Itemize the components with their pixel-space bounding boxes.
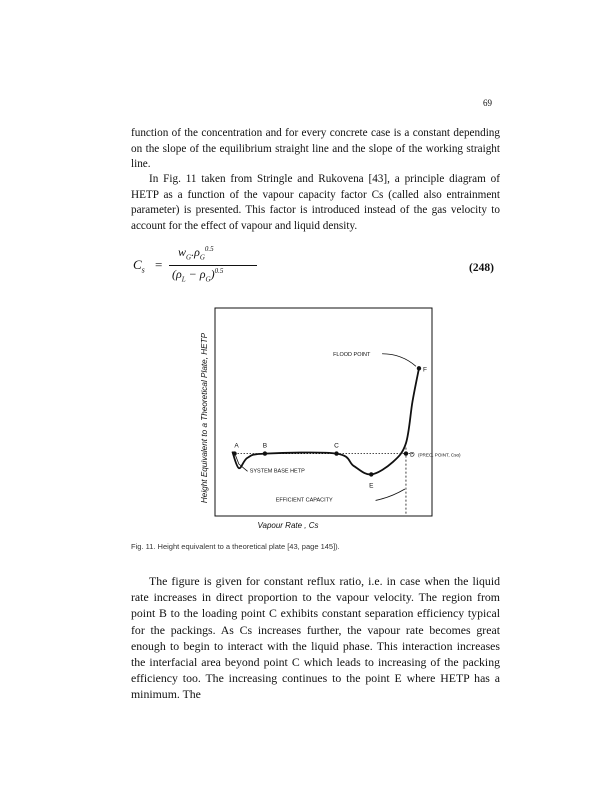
equation-lhs: $C_s$ — [133, 257, 145, 275]
equation-number: (248) — [469, 262, 494, 274]
flood-point-label: FLOOD POINT — [333, 351, 371, 358]
point-label-d: D — [409, 451, 415, 459]
paragraph-2: In Fig. 11 taken from Stringle and Rukovena [43], a principle diagram of HETP as a function of the vapour capacity factor Cs (called also entrainment parameter) is presented. This factor is introduced instead of the gas velocity to account for the effect of vapour and liquid density. — [131, 173, 500, 232]
page-number: 69 — [483, 98, 492, 108]
hetp-chart-svg — [195, 300, 461, 540]
point-c — [334, 451, 338, 455]
point-label-e: E — [369, 482, 374, 490]
fraction-bar — [169, 265, 257, 266]
equation-denominator: $(\rho_L - \rho_G)^{0.5}$ — [172, 267, 224, 284]
point-label-b: B — [262, 442, 268, 450]
paragraph-3: The figure is given for constant reflux ratio, i.e. in case when the liquid rate increases in direct proportion to the vapour velocity. The region from point B to the loading point C exhibits constant separation efficiency typical for the packings. As Cs increases further, the vapour rate becomes great enough to begin to interact with the liquid phase. This interaction increases the interfacial area beyond point C which leads to increasing of the packing efficiency too. The increasing continues to the point E where HETP has a minimum. The — [131, 574, 500, 702]
figure-caption: Fig. 11. Height equivalent to a theoretical plate [43, page 145]). — [131, 542, 340, 551]
system-base-label: SYSTEM BASE HETP — [249, 468, 305, 475]
point-label-a: A — [234, 442, 239, 450]
y-axis-label: Height Equivalent to a Theoretical Plate, HETP — [200, 332, 209, 504]
point-label-c: C — [334, 442, 339, 450]
equation-numerator: $w_G.\rho_G^{0.5}$ — [178, 245, 214, 262]
point-a — [232, 451, 236, 455]
point-b — [263, 451, 267, 455]
paragraph-1: function of the concentration and for every concrete case is a constant depending on the slope of the equilibrium straight line and the slope of the working straight line. — [131, 127, 500, 171]
equation-248 — [133, 243, 263, 293]
hetp-chart — [195, 300, 461, 540]
hetp-curve — [232, 368, 419, 474]
point-d — [404, 451, 408, 455]
plot-frame — [215, 308, 432, 516]
equation-equals: = — [155, 257, 163, 272]
flood-point-arrow — [382, 354, 416, 367]
prec-point-label: (PREC. POINT, Cso) — [417, 452, 461, 458]
point-e — [369, 472, 373, 476]
efficient-capacity-arrow — [376, 489, 405, 500]
x-axis-label: Vapour Rate , Cs — [257, 521, 319, 530]
efficient-capacity-label: EFFICIENT CAPACITY — [275, 497, 333, 504]
point-f — [417, 366, 421, 370]
point-label-f: F — [422, 366, 427, 374]
